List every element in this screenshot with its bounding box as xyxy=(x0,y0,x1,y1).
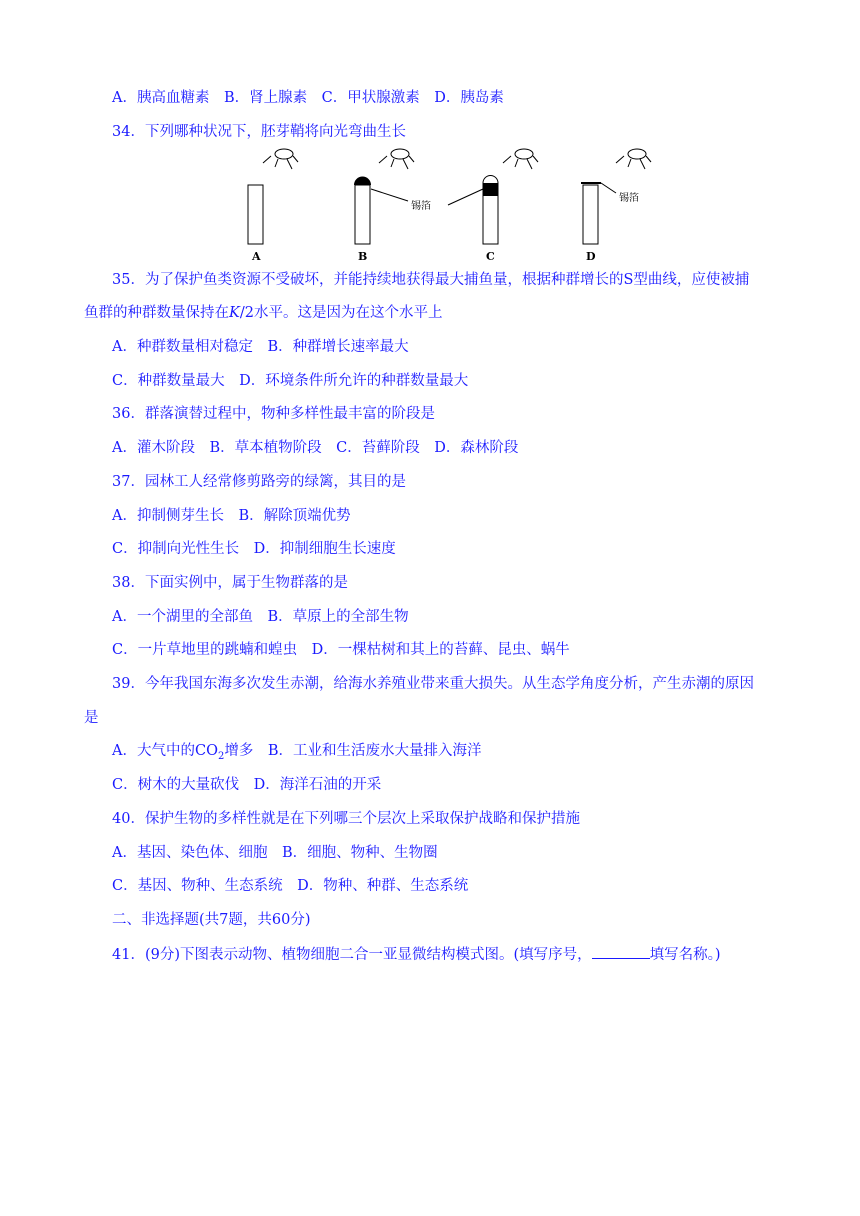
q35-options-2: C．种群数量最大 D．环境条件所允许的种群数量最大 xyxy=(112,373,469,389)
label-d: D xyxy=(586,250,596,263)
light-source-icon-c xyxy=(503,149,538,169)
q39-stem-line1: 39．今年我国东海多次发生赤潮，给海水养殖业带来重大损失。从生态学角度分析，产生赤潮的原因 xyxy=(112,676,754,692)
coleoptile-diagram xyxy=(240,145,660,267)
foil-label-b: 锡箔 xyxy=(411,201,431,212)
light-source-icon-d xyxy=(616,149,651,169)
coleoptile-a xyxy=(248,185,263,244)
answer-blank xyxy=(592,944,650,959)
section-title: 二、非选择题(共7题，共60分) xyxy=(112,912,311,928)
foil-band-c xyxy=(483,183,498,196)
q36-options: A．灌木阶段 B．草本植物阶段 C．苔藓阶段 D．森林阶段 xyxy=(112,440,519,456)
q37-options-2: C．抑制向光性生长 D．抑制细胞生长速度 xyxy=(112,541,396,557)
coleoptile-b xyxy=(355,185,370,244)
q36-stem: 36．群落演替过程中，物种多样性最丰富的阶段是 xyxy=(112,406,435,422)
q33-options: A．胰高血糖素 B．肾上腺素 C．甲状腺激素 D．胰岛素 xyxy=(112,90,504,106)
q40-options-1: A．基因、染色体、细胞 B．细胞、物种、生物圈 xyxy=(112,845,438,861)
q35-stem-line2: 鱼群的种群数量保持在K/2水平。这是因为在这个水平上 xyxy=(84,305,443,321)
label-a: A xyxy=(252,250,261,263)
q38-options-2: C．一片草地里的跳蝻和蝗虫 D．一棵枯树和其上的苔藓、昆虫、蜗牛 xyxy=(112,642,570,658)
light-source-icon-a xyxy=(263,149,298,169)
coleoptile-d xyxy=(583,185,598,244)
q38-options-1: A．一个湖里的全部鱼 B．草原上的全部生物 xyxy=(112,609,409,625)
q40-stem: 40．保护生物的多样性就是在下列哪三个层次上采取保护战略和保护措施 xyxy=(112,811,580,827)
q38-stem: 38．下面实例中，属于生物群落的是 xyxy=(112,575,348,591)
label-c: C xyxy=(486,250,495,263)
q37-stem: 37．园林工人经常修剪路旁的绿篱，其目的是 xyxy=(112,474,406,490)
q39-options-2: C．树木的大量砍伐 D．海洋石油的开采 xyxy=(112,777,382,793)
q34-stem: 34．下列哪种状况下，胚芽鞘将向光弯曲生长 xyxy=(112,124,406,140)
q37-options-1: A．抑制侧芽生长 B．解除顶端优势 xyxy=(112,508,351,524)
light-source-icon-b xyxy=(379,149,414,169)
foil-cap-b xyxy=(354,177,371,186)
q34-figure xyxy=(240,145,660,267)
foil-label-d: 锡箔 xyxy=(619,193,639,204)
q35-options-1: A．种群数量相对稳定 B．种群增长速率最大 xyxy=(112,339,409,355)
q39-stem-line2: 是 xyxy=(84,710,99,726)
q40-options-2: C．基因、物种、生态系统 D．物种、种群、生态系统 xyxy=(112,878,469,894)
q41-stem: 41．(9分)下图表示动物、植物细胞二合一亚显微结构模式图。(填写序号， 填写名称。) xyxy=(112,944,721,965)
q35-stem-line1: 35．为了保护鱼类资源不受破坏，并能持续地获得最大捕鱼量，根据种群增长的S型曲线，应使被捕 xyxy=(112,272,750,288)
q39-options-1: A．大气中的$CO_2$增多 B．工业和生活废水大量排入海洋 xyxy=(112,743,482,762)
label-b: B xyxy=(358,250,368,263)
